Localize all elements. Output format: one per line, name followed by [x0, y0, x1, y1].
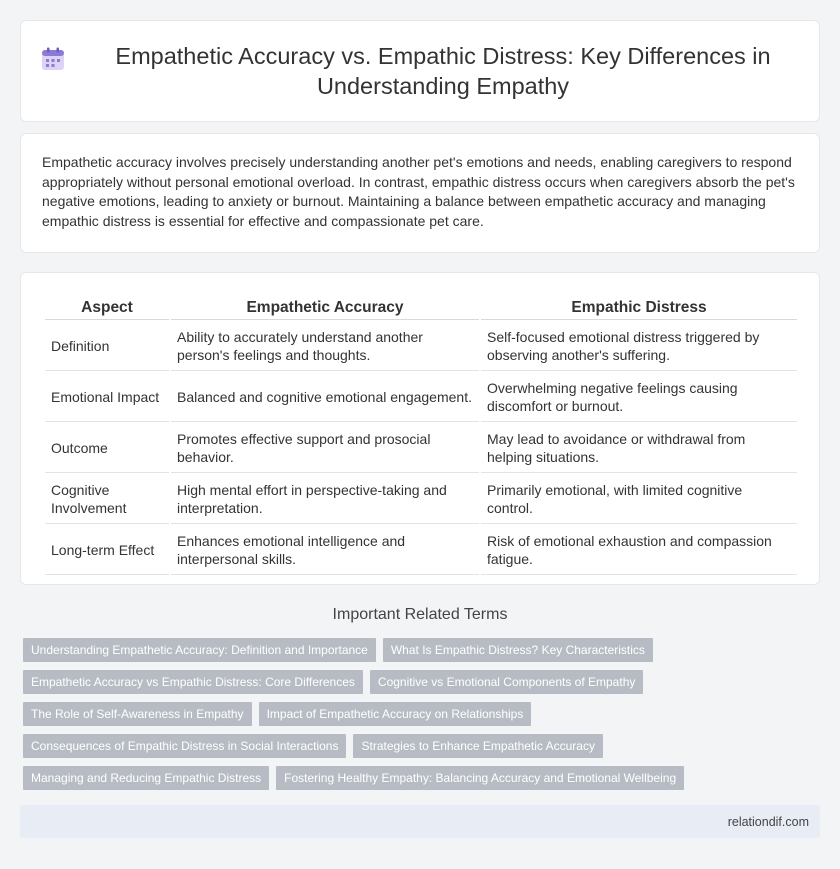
- related-tag[interactable]: What Is Empathic Distress? Key Characteristics: [383, 638, 653, 662]
- accuracy-cell: Ability to accurately understand another person's feelings and thoughts.: [171, 322, 479, 371]
- intro-paragraph: Empathetic accuracy involves precisely understanding another pet's emotions and needs, enabling caregivers to respond appropriately without personal emotional overload. In contrast, empathic distress occurs when caregivers absorb the pet's negative emotions, leading to anxiety or burnout. Maintaining a balance between empathetic accuracy and managing empathic distress is essential for effective and compassionate pet care.: [42, 154, 795, 229]
- table-row: [45, 322, 797, 371]
- comparison-table: [43, 293, 799, 577]
- aspect-cell: Long-term Effect: [45, 526, 169, 575]
- related-tag[interactable]: The Role of Self-Awareness in Empathy: [23, 702, 252, 726]
- related-tag[interactable]: Cognitive vs Emotional Components of Empathy: [370, 670, 643, 694]
- related-terms-title: Important Related Terms: [332, 606, 508, 623]
- related-tag[interactable]: Strategies to Enhance Empathetic Accuracy: [353, 734, 602, 758]
- aspect-cell: Outcome: [45, 424, 169, 473]
- related-terms-section: [20, 604, 820, 798]
- header-empathetic-accuracy: Empathetic Accuracy: [171, 295, 479, 320]
- table-row: [45, 526, 797, 575]
- related-tag[interactable]: Fostering Healthy Empathy: Balancing Accuracy and Emotional Wellbeing: [276, 766, 684, 790]
- calendar-icon: [40, 46, 66, 72]
- distress-cell: Self-focused emotional distress triggered by observing another's suffering.: [481, 322, 797, 371]
- footer: [20, 805, 820, 838]
- header-empathic-distress: Empathic Distress: [481, 295, 797, 320]
- table-row: [45, 373, 797, 422]
- related-tag[interactable]: Understanding Empathetic Accuracy: Definition and Importance: [23, 638, 376, 662]
- distress-cell: Overwhelming negative feelings causing discomfort or burnout.: [481, 373, 797, 422]
- distress-cell: Risk of emotional exhaustion and compassion fatigue.: [481, 526, 797, 575]
- related-tag[interactable]: Managing and Reducing Empathic Distress: [23, 766, 269, 790]
- distress-cell: Primarily emotional, with limited cognitive control.: [481, 475, 797, 524]
- header-card: [20, 20, 820, 122]
- table-row: [45, 475, 797, 524]
- related-tag[interactable]: Empathetic Accuracy vs Empathic Distress: Core Differences: [23, 670, 363, 694]
- aspect-cell: Definition: [45, 322, 169, 371]
- related-tag[interactable]: Impact of Empathetic Accuracy on Relationships: [259, 702, 532, 726]
- related-tag[interactable]: Consequences of Empathic Distress in Social Interactions: [23, 734, 346, 758]
- accuracy-cell: Enhances emotional intelligence and interpersonal skills.: [171, 526, 479, 575]
- aspect-cell: Emotional Impact: [45, 373, 169, 422]
- header-inner: [40, 41, 800, 101]
- accuracy-cell: Promotes effective support and prosocial behavior.: [171, 424, 479, 473]
- related-tags: [20, 638, 820, 798]
- footer-site-link[interactable]: relationdif.com: [727, 814, 809, 829]
- page-title: Empathetic Accuracy vs. Empathic Distress: Key Differences in Understanding Empathy: [115, 43, 771, 99]
- accuracy-cell: Balanced and cognitive emotional engagement.: [171, 373, 479, 422]
- table-row: [45, 424, 797, 473]
- aspect-cell: Cognitive Involvement: [45, 475, 169, 524]
- intro-card: [20, 133, 820, 253]
- table-header-row: [45, 295, 797, 320]
- header-aspect: Aspect: [45, 295, 169, 320]
- distress-cell: May lead to avoidance or withdrawal from helping situations.: [481, 424, 797, 473]
- comparison-card: [20, 272, 820, 585]
- accuracy-cell: High mental effort in perspective-taking and interpretation.: [171, 475, 479, 524]
